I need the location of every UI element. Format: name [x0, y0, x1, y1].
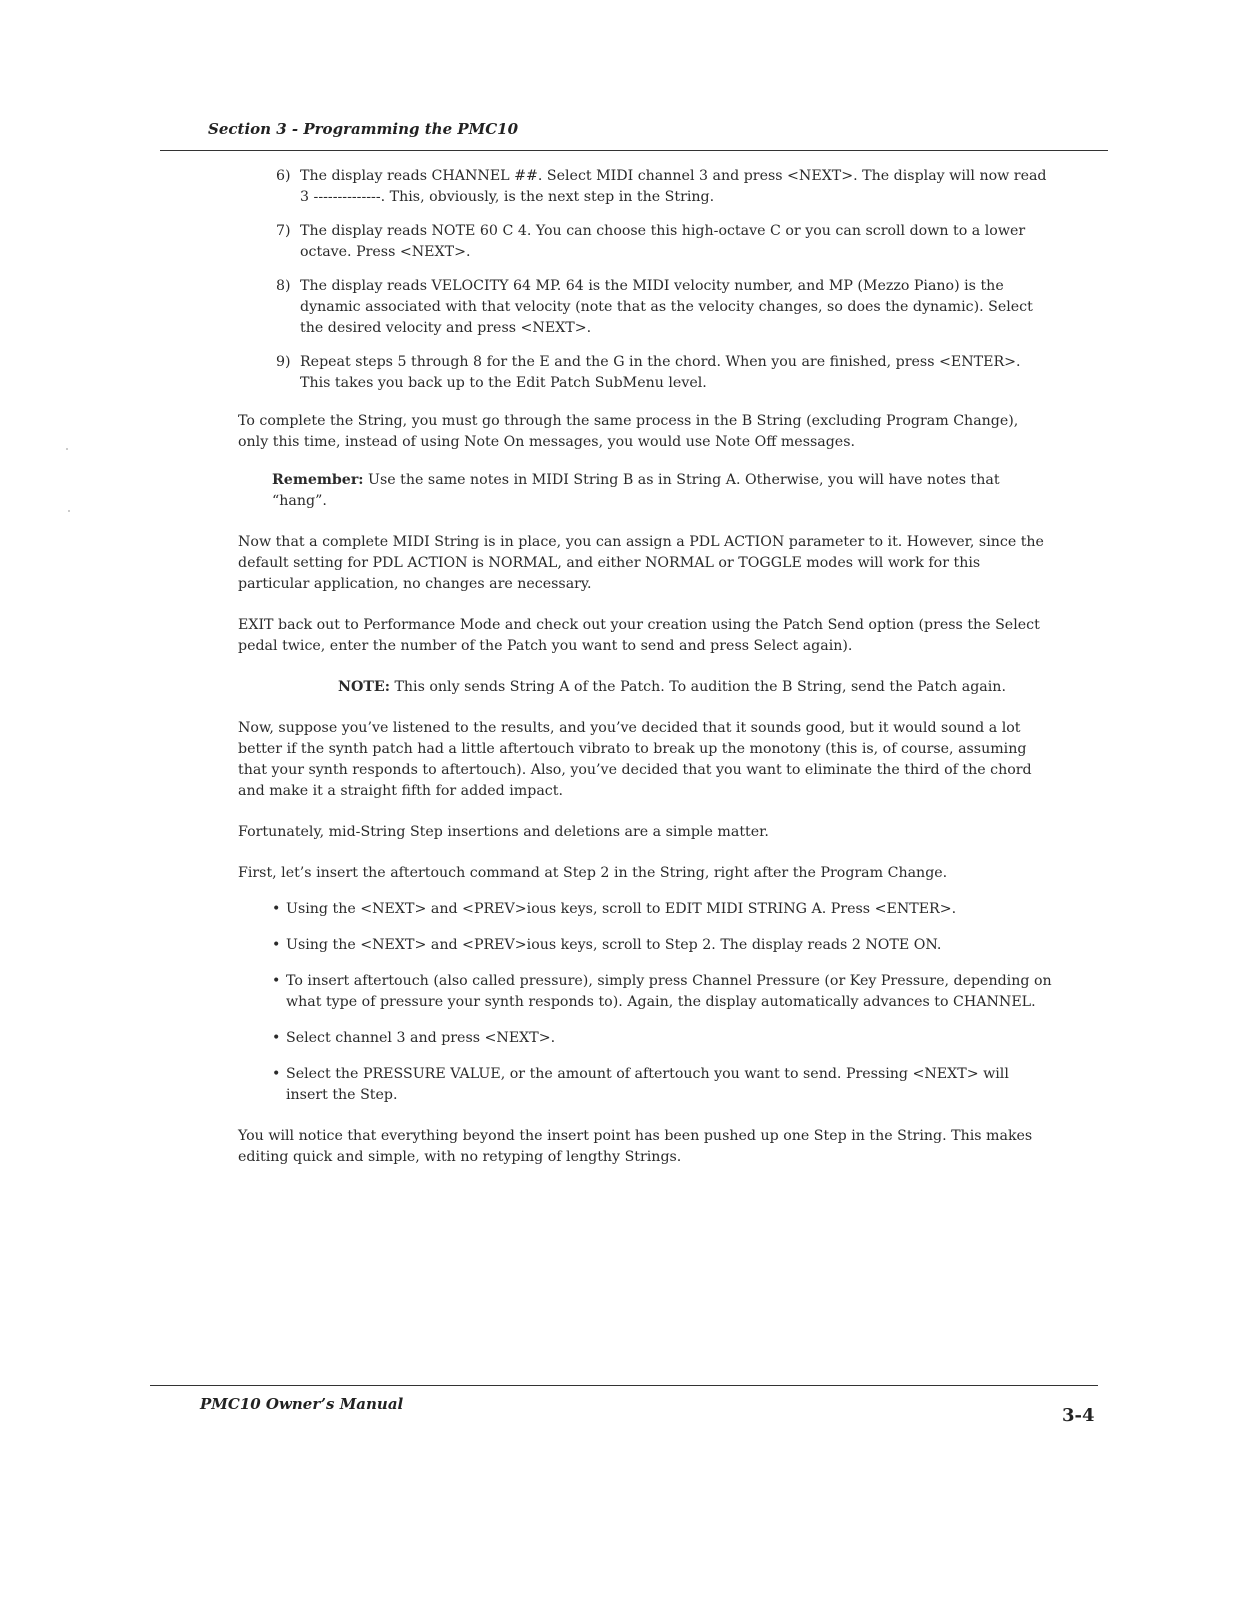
step-8 — [238, 276, 1053, 339]
list-item-text: Select channel 3 and press <NEXT>. — [286, 1030, 556, 1046]
list-item — [238, 899, 1053, 920]
list-item — [238, 971, 1053, 1013]
page-number: 3-4 — [1062, 1405, 1095, 1426]
remember-text: Use the same notes in MIDI String B as in String A. Otherwise, you will have notes that “hang”. — [272, 472, 1000, 509]
step-number: 7) — [276, 223, 291, 239]
bullet-icon: • — [272, 937, 281, 953]
bullet-icon: • — [272, 1030, 281, 1046]
remember-note — [238, 470, 1053, 512]
list-item — [238, 1028, 1053, 1049]
step-number: 6) — [276, 168, 291, 184]
list-item — [238, 1064, 1053, 1106]
list-item-text: Select the PRESSURE VALUE, or the amount of aftertouch you want to send. Pressing <NEXT> will insert the Step. — [286, 1066, 1009, 1103]
bullet-icon: • — [272, 1066, 281, 1082]
paragraph-exit-back: EXIT back out to Performance Mode and check out your creation using the Patch Send option (press the Select pedal twice, enter the number of the Patch you want to send and press Select again). — [238, 617, 1040, 654]
header-rule — [160, 150, 1108, 151]
step-text: Repeat steps 5 through 8 for the E and the G in the chord. When you are finished, press <ENTER>. This takes you back up to the Edit Patch SubMenu level. — [300, 354, 1021, 391]
manual-title: PMC10 Owner’s Manual — [200, 1395, 404, 1413]
remember-label: Remember: — [272, 472, 364, 488]
scan-speck — [68, 510, 70, 512]
paragraph-first: First, let’s insert the aftertouch command at Step 2 in the String, right after the Program Change. — [238, 865, 948, 881]
bullet-icon: • — [272, 901, 281, 917]
list-item-text: Using the <NEXT> and <PREV>ious keys, scroll to Step 2. The display reads 2 NOTE ON. — [286, 937, 942, 953]
note-text: This only sends String A of the Patch. To audition the B String, send the Patch again. — [389, 679, 1006, 695]
paragraph-fortunately: Fortunately, mid-String Step insertions and deletions are a simple matter. — [238, 824, 769, 840]
step-text: The display reads NOTE 60 C 4. You can choose this high-octave C or you can scroll down to a lower octave. Press <NEXT>. — [300, 223, 1026, 260]
page-body — [238, 166, 1053, 1168]
step-6 — [238, 166, 1053, 208]
step-text: The display reads CHANNEL ##. Select MIDI channel 3 and press <NEXT>. The display will now read 3 --------------. This, obviously, is the next step in the String. — [300, 168, 1047, 205]
paragraph-notice: You will notice that everything beyond the insert point has been pushed up one Step in the String. This makes editing quick and simple, with no retyping of lengthy Strings. — [238, 1128, 1033, 1165]
list-item-text: Using the <NEXT> and <PREV>ious keys, scroll to EDIT MIDI STRING A. Press <ENTER>. — [286, 901, 957, 917]
step-text: The display reads VELOCITY 64 MP. 64 is the MIDI velocity number, and MP (Mezzo Piano) is the dynamic associated with that velocity (note that as the velocity changes, so does the dynamic). Select the desired velocity and press <NEXT>. — [300, 278, 1033, 336]
note-label: NOTE: — [338, 679, 390, 695]
step-9 — [238, 352, 1053, 394]
footer-rule — [150, 1385, 1098, 1386]
step-number: 8) — [276, 278, 291, 294]
section-header: Section 3 - Programming the PMC10 — [208, 120, 519, 138]
list-item — [238, 935, 1053, 956]
paragraph-pdl-action: Now that a complete MIDI String is in place, you can assign a PDL ACTION parameter to it. However, since the default setting for PDL ACTION is NORMAL, and either NORMAL or TOGGLE modes will work for this particular application, no changes are necessary. — [238, 534, 1044, 592]
step-number: 9) — [276, 354, 291, 370]
list-item-text: To insert aftertouch (also called pressure), simply press Channel Pressure (or Key Pressure, depending on what type of pressure your synth responds to). Again, the display automatically advances to CHANNEL. — [286, 973, 1052, 1010]
scan-speck — [66, 448, 68, 450]
paragraph-suppose: Now, suppose you’ve listened to the results, and you’ve decided that it sounds good, but it would sound a lot better if the synth patch had a little aftertouch vibrato to break up the monotony (this is, of course, assuming that your synth responds to aftertouch). Also, you’ve decided that you want to eliminate the third of the chord and make it a straight fifth for added impact. — [238, 720, 1032, 799]
bullet-icon: • — [272, 973, 281, 989]
paragraph-complete-string: To complete the String, you must go through the same process in the B String (excluding Program Change), only this time, instead of using Note On messages, you would use Note Off messages. — [238, 413, 1019, 450]
step-7 — [238, 221, 1053, 263]
note-line — [238, 677, 1053, 698]
